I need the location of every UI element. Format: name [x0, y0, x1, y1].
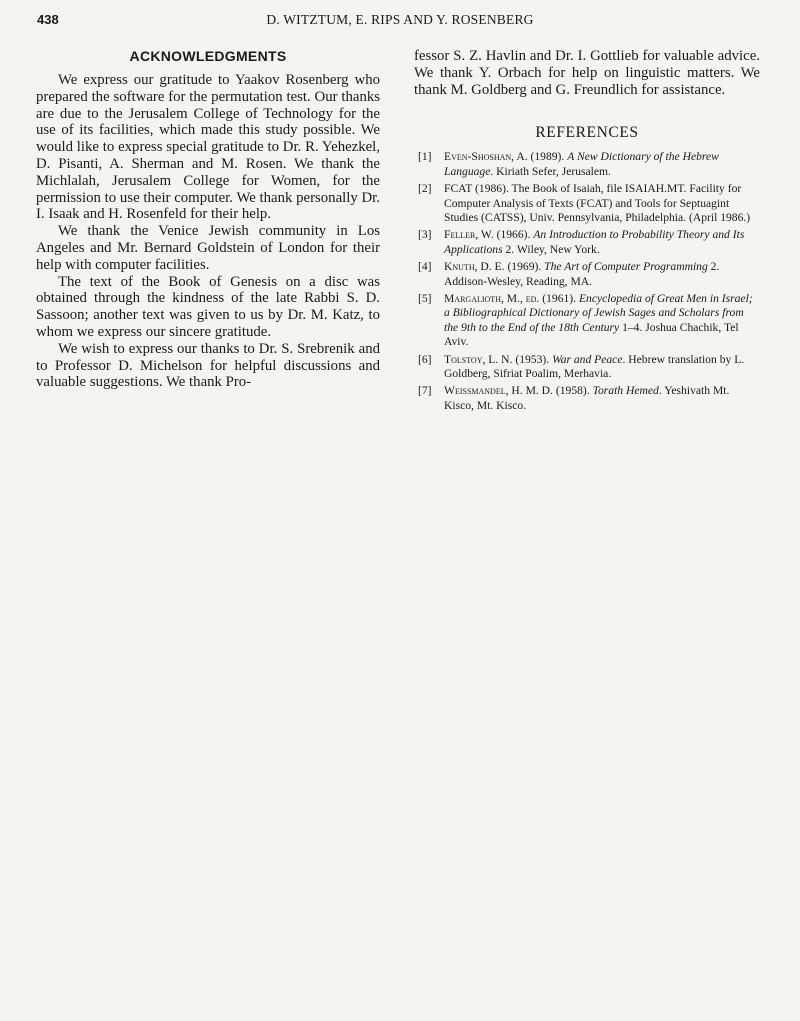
reference-number: [6]: [418, 352, 432, 366]
running-header-authors: D. WITZTUM, E. RIPS AND Y. ROSENBERG: [266, 12, 534, 27]
references-heading: REFERENCES: [535, 124, 639, 142]
reference-text: [444, 150, 760, 179]
reference-rest: The Book of Isaiah, file ISAIAH.MT. Facility for Computer Analysis of Texts (FCAT) and Tools for Septuagint Studies (CATSS), Univ. Pennsylvania, Philadelphia. (April 1986.): [444, 182, 751, 225]
reference-text: [444, 182, 760, 225]
page-number: 438: [37, 12, 59, 27]
reference-year: (1958).: [552, 384, 593, 398]
reference-author: Margalioth, M., ed.: [444, 292, 540, 306]
ack-paragraph-continuation: fessor S. Z. Havlin and Dr. I. Gottlieb for valuable advice. We thank Y. Orbach for help on linguistic matters. We thank M. Goldberg and G. Freundlich for assistance.: [414, 48, 760, 98]
reference-number: [5]: [418, 292, 432, 306]
reference-item: [414, 182, 760, 225]
reference-number: [2]: [418, 182, 432, 196]
reference-item: [414, 260, 760, 289]
reference-text: [444, 260, 760, 289]
reference-rest: 2. Addison-Wesley, Reading, MA.: [444, 260, 720, 288]
reference-title: Torath Hemed: [592, 384, 659, 398]
reference-year: FCAT (1986).: [444, 182, 512, 196]
reference-item: [414, 353, 760, 382]
reference-rest: . Yeshivath Mt. Kisco, Mt. Kisco.: [444, 384, 730, 412]
reference-year: (1961).: [539, 292, 579, 306]
reference-title: A New Dictionary of the Hebrew Language: [444, 150, 719, 178]
reference-author: Feller, W.: [444, 228, 494, 242]
reference-year: (1969).: [504, 260, 545, 274]
right-column: [414, 48, 760, 416]
reference-rest: 2. Wiley, New York.: [502, 242, 600, 256]
ack-paragraph-1: We express our gratitude to Yaakov Rosenberg who prepared the software for the permutation test. Our thanks are due to the Jerusalem College of Technology for the use of its facilities, which made this study possible. We would like to express special gratitude to Dr. R. Yehezkel, D. Pisanti, A. Sherman and M. Rosen. We thank the Michlalah, Jerusalem College for Women, for the permission to use their computer. We thank personally Dr. I. Isaak and H. Rosenfeld for their help.: [36, 72, 380, 223]
reference-author: Knuth, D. E.: [444, 260, 505, 274]
reference-item: [414, 228, 760, 257]
left-column: [36, 48, 380, 391]
reference-number: [1]: [418, 150, 432, 164]
reference-title: War and Peace: [552, 352, 623, 366]
ack-paragraph-4: We wish to express our thanks to Dr. S. Srebrenik and to Professor D. Michelson for helpful discussions and valuable suggestions. We thank Pro-: [36, 340, 380, 391]
reference-author: Even-Shoshan, A.: [444, 150, 528, 164]
reference-year: (1989).: [527, 150, 568, 164]
reference-year: (1966).: [493, 228, 534, 242]
reference-text: [444, 384, 760, 413]
reference-text: [444, 228, 760, 257]
reference-author: Weissmandel, H. M. D.: [444, 384, 553, 398]
acknowledgments-heading: ACKNOWLEDGMENTS: [129, 48, 287, 64]
reference-text: [444, 292, 760, 350]
ack-paragraph-2: We thank the Venice Jewish community in Los Angeles and Mr. Bernard Goldstein of London for their help with computer facilities.: [36, 223, 380, 273]
reference-number: [7]: [418, 384, 432, 398]
references-list: [414, 150, 760, 413]
reference-rest: . Hebrew translation by L. Goldberg, Sifriat Poalim, Merhavia.: [444, 352, 745, 381]
reference-item: [414, 384, 760, 413]
reference-title: The Art of Computer Programming: [544, 260, 708, 274]
reference-title: Encyclopedia of Great Men in Israel; a Bibliographical Dictionary of Jewish Sages and Scholars from the 9th to the End of the 18th Century: [444, 292, 753, 334]
reference-year: (1953).: [512, 352, 553, 366]
reference-number: [3]: [418, 228, 432, 242]
reference-text: [444, 353, 760, 382]
reference-rest: 1–4. Joshua Chachik, Tel Aviv.: [444, 320, 739, 349]
ack-paragraph-3: The text of the Book of Genesis on a disc was obtained through the kindness of the late Rabbi S. D. Sassoon; another text was given to us by Dr. M. Katz, to whom we express our sincere gratitude.: [36, 273, 380, 340]
reference-rest: . Kiriath Sefer, Jerusalem.: [490, 164, 611, 178]
reference-item: [414, 292, 760, 350]
reference-author: Tolstoy, L. N.: [444, 352, 513, 366]
reference-item: [414, 150, 760, 179]
reference-title: An Introduction to Probability Theory and Its Applications: [444, 228, 745, 256]
reference-number: [4]: [418, 260, 432, 274]
